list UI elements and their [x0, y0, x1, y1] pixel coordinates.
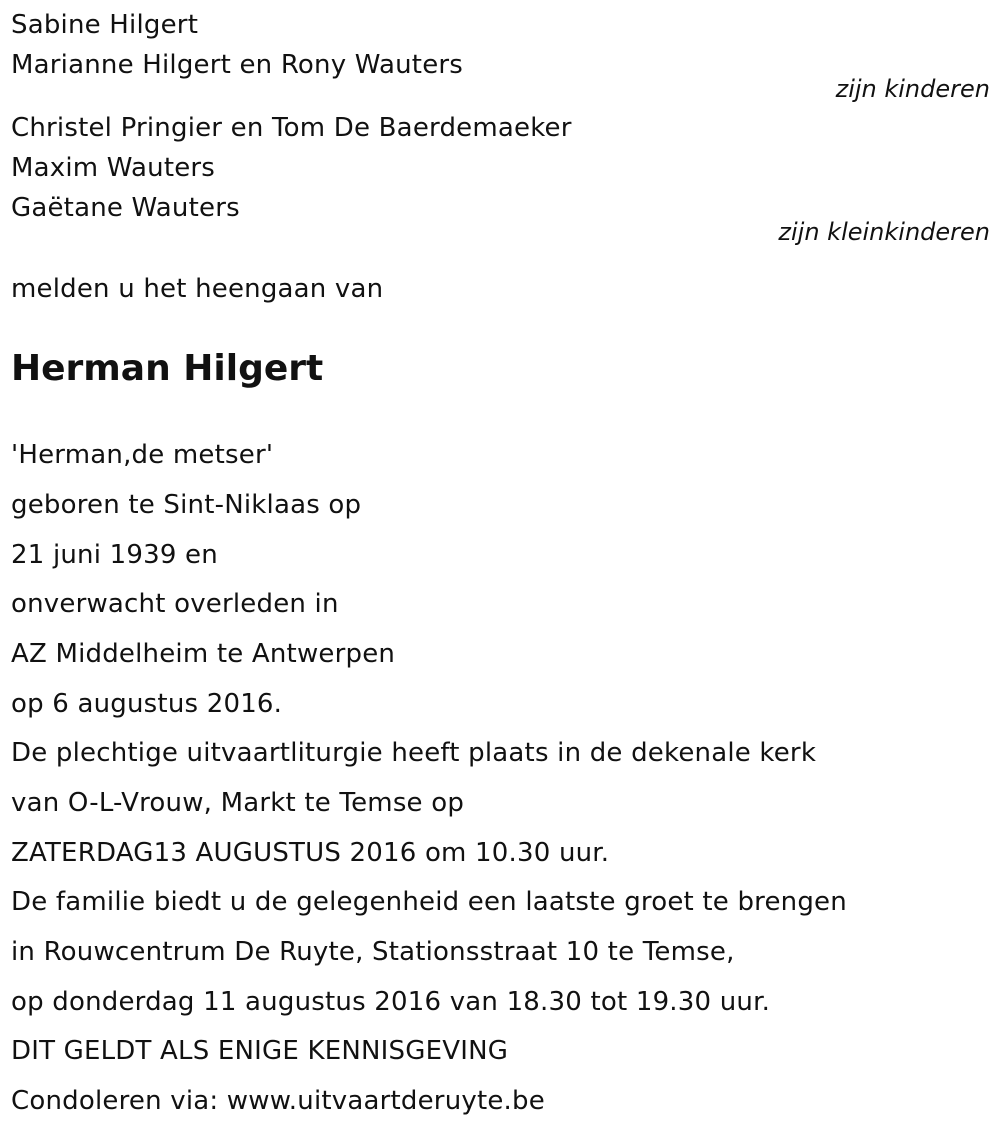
body-line: De plechtige uitvaartliturgie heeft plaats in de dekenale kerk	[11, 738, 817, 768]
grandchildren-relation-label: zijn kleinkinderen	[778, 218, 990, 246]
body-line: op donderdag 11 augustus 2016 van 18.30 tot 19.30 uur.	[11, 987, 771, 1017]
body-line: 'Herman,de metser'	[11, 440, 274, 470]
grandchild-name: Christel Pringier en Tom De Baerdemaeker	[11, 113, 572, 143]
body-line: DIT GELDT ALS ENIGE KENNISGEVING	[11, 1036, 509, 1066]
body-line: geboren te Sint-Niklaas op	[11, 490, 362, 520]
deceased-name: Herman Hilgert	[11, 348, 324, 389]
body-line: in Rouwcentrum De Ruyte, Stationsstraat 10 te Temse,	[11, 937, 735, 967]
child-name: Sabine Hilgert	[11, 10, 199, 40]
children-relation-label: zijn kinderen	[835, 75, 990, 103]
body-line: van O-L-Vrouw, Markt te Temse op	[11, 788, 465, 818]
condolence-line: Condoleren via: www.uitvaartderuyte.be	[11, 1086, 545, 1116]
body-line: De familie biedt u de gelegenheid een laatste groet te brengen	[11, 887, 847, 917]
grandchild-name: Maxim Wauters	[11, 153, 216, 183]
body-line: ZATERDAG13 AUGUSTUS 2016 om 10.30 uur.	[11, 838, 610, 868]
grandchild-name: Gaëtane Wauters	[11, 193, 240, 223]
body-line: onverwacht overleden in	[11, 589, 339, 619]
announcement-text: melden u het heengaan van	[11, 274, 384, 304]
body-line: op 6 augustus 2016.	[11, 689, 283, 719]
child-name: Marianne Hilgert en Rony Wauters	[11, 50, 464, 80]
body-line: 21 juni 1939 en	[11, 540, 218, 570]
body-line: AZ Middelheim te Antwerpen	[11, 639, 396, 669]
